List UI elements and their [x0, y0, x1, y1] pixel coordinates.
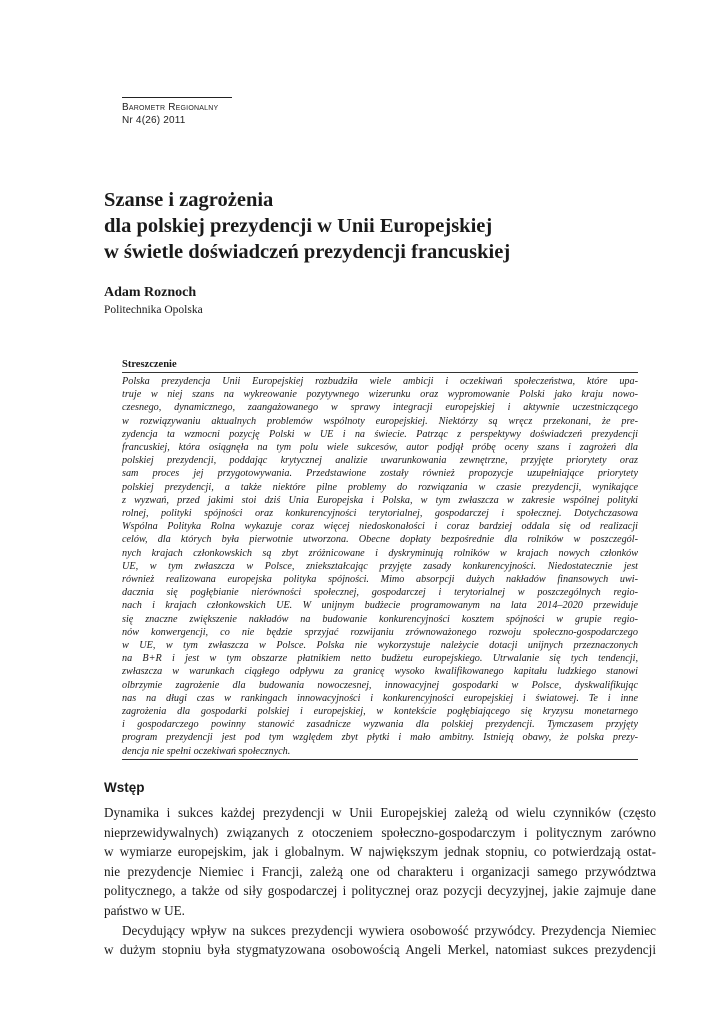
- title-line: Szanse i zagrożenia: [104, 189, 274, 211]
- abstract-line: w rozwiązywaniu aktualnych problemów wspólnoty europejskiej. Niektórzy są wręcz przekonani, że pre-: [122, 415, 638, 427]
- abstract-line: i gospodarczego powinny stanowić zasadnicze wyzwania dla polskiej prezydencji. Tymczasem przyjęty: [122, 719, 638, 731]
- abstract-line: polskiej prezydencji, a także niektóre pilne problemy do rozwiązania w czasie prezydencji, wynikające: [122, 481, 638, 493]
- article-title: [104, 187, 664, 265]
- abstract-line: nas na długi czas w rankingach innowacyjności i konkurencyjności europejskiej i światowej. Te i inne: [122, 692, 638, 704]
- abstract-line: UE, w tym zwłaszcza w Polsce, zniekształcając przyjęte zasady konkurencyjności. Niedostatecznie jest: [122, 560, 638, 572]
- abstract-line: nach i krajach członkowskich UE. W unijnym budżecie programowanym na lata 2014–2020 przewiduje: [122, 600, 638, 612]
- body-line: w dużym stopniu była stygmatyzowana osobowością Angeli Merkel, natomiast sukces prezydencji: [104, 942, 656, 958]
- abstract-line: z wyzwań, przed jakimi stoi dziś Unia Europejska i Polska, w tym zwłaszcza w zakresie wspólnej polityki: [122, 494, 638, 506]
- abstract-line: czesnego, dynamicznego, zaangażowanego w sprawy integracji europejskiej i aktywnie uczestniczącego: [122, 402, 638, 414]
- abstract-line: zwłaszcza w warunkach ciągłego odpływu za granicę wysoko kwalifikowanego kapitału ludzkiego stanowi: [122, 666, 638, 678]
- abstract-line: zydencja ta wzmocni pozycję Polski w UE i na świecie. Patrząc z perspektywy doświadczeń prezydencji: [122, 428, 638, 440]
- title-line: w świetle doświadczeń prezydencji francuskiej: [104, 241, 511, 263]
- body-line: Decydujący wpływ na sukces prezydencji wywiera osobowość przywódcy. Prezydencja Niemiec: [122, 922, 656, 938]
- body-line: politycznego, a także od siły gospodarczej i politycznej oraz pozycji decyzyjnej, jakie zajmuje dane: [104, 883, 656, 899]
- abstract-line: sam proces jej przygotowywania. Przedstawione zostały również propozycje uzupełniające priorytety: [122, 468, 638, 480]
- abstract-line: dencja nie spełni oczekiwań społecznych.: [122, 745, 291, 757]
- abstract-line: w UE, w tym zwłaszcza w Polsce. Polska nie wykorzystuje należycie dotacji unijnych przeznaczonych: [122, 640, 638, 652]
- abstract-line: nów konwergencji, co nie będzie sprzyjać rozwijaniu zrównoważonego rozwoju społeczno-gospodarczego: [122, 626, 638, 638]
- abstract-line: również realizowana europejska polityka spójności. Mimo absorpcji dużych nakładów finansowych uwi-: [122, 574, 638, 586]
- journal-issue: Nr 4(26) 2011: [122, 115, 186, 126]
- section-heading: Wstęp: [104, 780, 145, 795]
- abstract-line: truje w niej szans na wykreowanie pozytywnego wizerunku oraz wypromowanie Polski jako kraju nowo-: [122, 389, 638, 401]
- abstract-line: nych krajach członkowskich są zbyt zróżnicowane i dyskryminują rolników w krajach nowych członków: [122, 547, 638, 559]
- abstract-line: program prezydencji jest pod tym względem zbyt płytki i mało ambitny. Istnieją obawy, że polska prezy-: [122, 732, 638, 744]
- body-line: w wymiarze europejskim, jak i globalnym. W największym jednak stopniu, co potwierdzają ostat-: [104, 844, 656, 860]
- abstract-text: [122, 375, 638, 758]
- body-line: państwo w UE.: [104, 902, 185, 918]
- journal-header: [122, 97, 232, 127]
- author-affiliation: Politechnika Opolska: [104, 304, 203, 316]
- body-paragraphs: [104, 803, 656, 960]
- abstract-line: polskiej prezydencji, poddając krytycznej analizie uwarunkowania zewnętrzne, przyjęte priorytety oraz: [122, 455, 638, 467]
- body-line: nieprzewidywalnych) związanych z otoczeniem społeczno-gospodarczym i politycznym zarówno: [104, 824, 656, 840]
- journal-name: Barometr Regionalny: [122, 102, 219, 113]
- abstract-line: francuskiej, która osiągnęła na tym polu wiele sukcesów, autor podjął próbę oceny szans i zagrożeń dla: [122, 442, 638, 454]
- abstract-line: rolnej, polityki spójności oraz konkurencyjności terytorialnej, gospodarczej i społecznej. Dotychczasowa: [122, 508, 638, 520]
- body-line: Dynamika i sukces każdej prezydencji w Unii Europejskiej zależą od wielu czynników (często: [104, 805, 656, 820]
- title-line: dla polskiej prezydencji w Unii Europejskiej: [104, 215, 493, 237]
- abstract-line: na B+R i jest w tym obszarze płatnikiem netto budżetu europejskiego. Utrwalanie się tych tendencji,: [122, 653, 638, 665]
- abstract-line: dacznia się pogłębianie nierówności społecznej, gospodarczej i terytorialnej w poszczególnych regio-: [122, 587, 638, 599]
- abstract-bottom-rule: [122, 759, 638, 760]
- abstract-heading: Streszczenie: [122, 358, 638, 373]
- abstract-line: się znaczne zwiększenie nakładów na budowanie konkurencyjności kosztem spójności w grupie regio-: [122, 613, 638, 625]
- abstract-line: Wspólna Polityka Rolna wykazuje coraz więcej niedoskonałości i coraz bardziej oddala się od realizacji: [122, 521, 638, 533]
- body-line: nie prezydencje Niemiec i Francji, zależą one od charakteru i organizacji samego przywództwa: [104, 863, 656, 879]
- abstract-line: celów, dla których była pierwotnie utworzona. Obecne dopłaty bezpośrednie dla rolników w poszczegól-: [122, 534, 638, 546]
- author-name: Adam Roznoch: [104, 285, 197, 300]
- abstract-line: Polska prezydencja Unii Europejskiej rozbudziła wiele ambicji i oczekiwań społeczeństwa, które upa-: [122, 376, 638, 387]
- abstract-line: olbrzymie zagrożenie dla budowania nowoczesnej, innowacyjnej gospodarki w Polsce, dyskwalifikując: [122, 679, 638, 691]
- abstract-line: zagrożenia dla gospodarki polskiej i europejskiej, w kontekście pogłębiającego się kryzysu monetarnego: [122, 706, 638, 718]
